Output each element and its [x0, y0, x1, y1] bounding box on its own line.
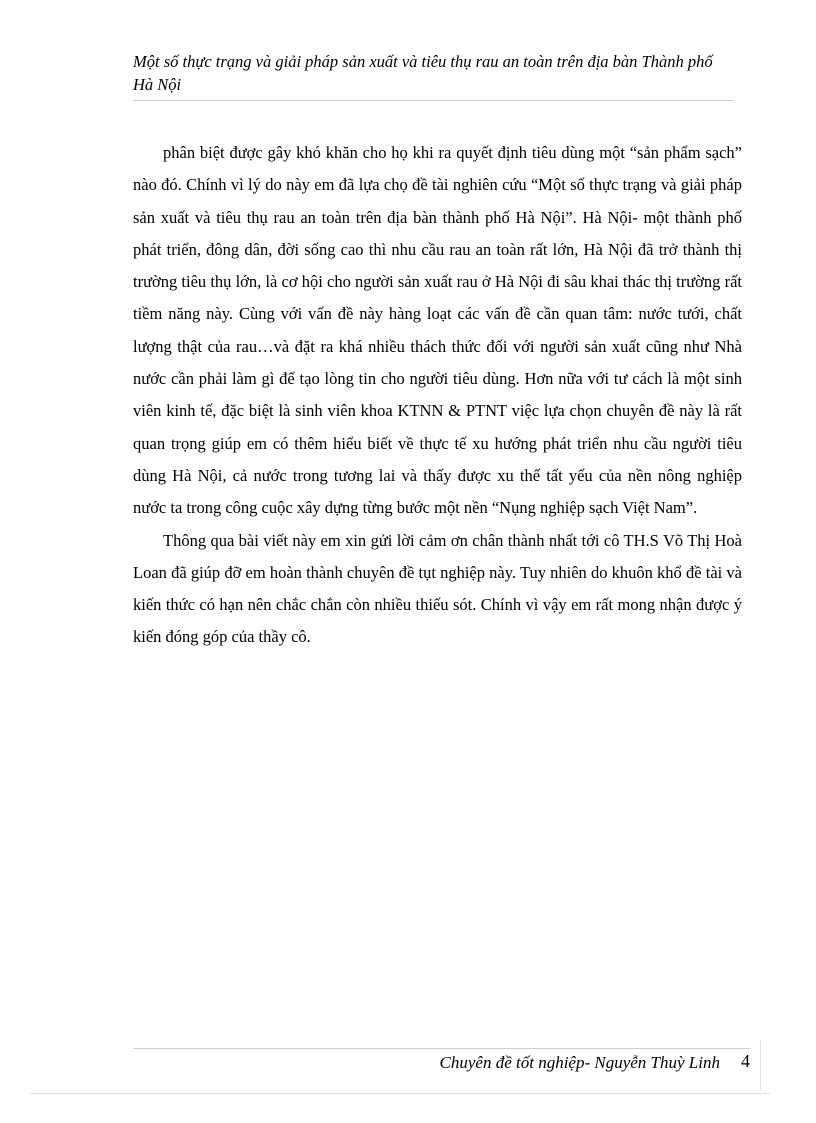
running-footer: [133, 1048, 750, 1077]
page-number: 4: [741, 1051, 750, 1071]
document-body: [133, 137, 742, 654]
page-shadow-bottom: [30, 1093, 770, 1094]
footer-title: Chuyên đề tốt nghiệp- Nguyễn Thuỳ Linh: [439, 1053, 720, 1072]
body-paragraph-1: phân biệt được gây khó khăn cho họ khi ra quyết định tiêu dùng một “sản phẩm sạch” nào đó. Chính vì lý do này em đã lựa chọ đề tài nghiên cứu “Một số thực trạng và giải pháp sản xuất và tiêu thụ rau an toàn trên địa bàn thành phố Hà Nội”. Hà Nội- một thành phố phát triển, đông dân, đời sống cao thì nhu cầu rau an toàn rất lớn, Hà Nội đã trở thành thị trường tiêu thụ lớn, là cơ hội cho người sản xuất rau ở Hà Nội đi sâu khai thác thị trường rất tiềm năng này. Cùng với vấn đề này hàng loạt các vấn đề cần quan tâm: nước tưới, chất lượng thật của rau…và đặt ra khá nhiều thách thức đối với người sản xuất cũng như Nhà nước cần phải làm gì để tạo lòng tin cho người tiêu dùng. Hơn nữa với tư cách là một sinh viên kinh tế, đặc biệt là sinh viên khoa KTNN & PTNT việc lựa chọn chuyên đề này là rất quan trọng giúp em có thêm hiểu biết về thực tế xu hướng phát triển nhu cầu người tiêu dùng Hà Nội, cả nước trong tương lai và thấy được xu thế tất yếu của nền nông nghiệp nước ta trong công cuộc xây dựng từng bước một nền “Nụng nghiệp sạch Việt Nam”.: [133, 143, 742, 518]
running-header: [133, 50, 733, 101]
header-title: Một số thực trạng và giải pháp sản xuất và tiêu thụ rau an toàn trên địa bàn Thành phố Hà Nội: [133, 52, 713, 94]
body-paragraph-2: Thông qua bài viết này em xin gửi lời cảm ơn chân thành nhất tới cô TH.S Võ Thị Hoà Loan đã giúp đỡ em hoàn thành chuyên đề tụt nghiệp này. Tuy nhiên do khuôn khổ đề tài và kiến thức có hạn nên chắc chắn còn nhiều thiếu sót. Chính vì vậy em rất mong nhận được ý kiến đóng góp của thầy cô.: [133, 530, 742, 647]
page-shadow-right: [760, 1040, 761, 1090]
